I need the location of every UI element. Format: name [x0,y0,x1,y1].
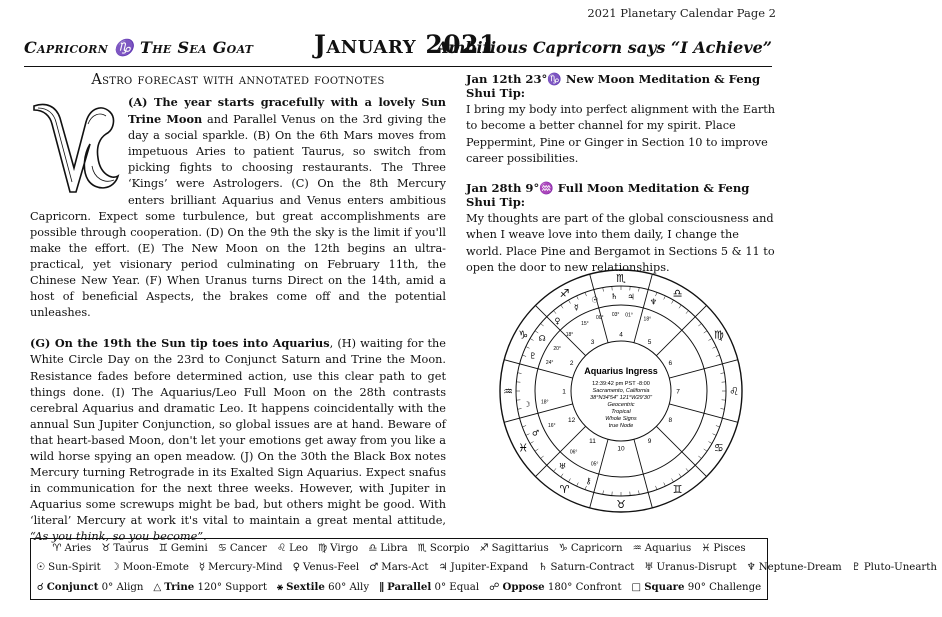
legend-planet-label: Uranus-Disrupt [656,562,737,573]
new-moon-heading: Jan 12th 23°♑ New Moon Meditation & Feng Shui Tip: [466,72,761,100]
legend-planet-mercury-mind [199,562,283,573]
legend-planet-glyph-icon: ♃ [438,562,448,573]
degree-tick [686,311,689,314]
legend-sign-label: Aquarius [644,543,692,554]
full-moon-text: My thoughts are part of the global consciousness and when I weave love into them daily, I change the world. Place Pine and Bergamot in Sections 5 & 11 to open the door to new relationships. [466,212,775,275]
house-cusp-line [634,439,652,508]
legend-aspect-oppose [489,581,621,593]
legend-aspect-label: Sextile [286,581,325,593]
legend-planet-glyph-icon: ♄ [538,562,548,573]
planet-glyph-icon: ♆ [649,297,658,307]
header-motto: Ambitious Capricorn says “I Achieve” [435,38,772,57]
house-cusp-line [590,274,608,343]
legend-planet-mars-act [369,562,428,573]
degree-tick [708,339,711,341]
house-cusp-line [669,404,738,422]
full-moon-heading: Jan 28th 9°♒ Full Moon Meditation & Feng Shui Tip: [466,181,750,210]
legend-planets-row [31,562,937,573]
glyph-legend [30,538,937,600]
house-number: 9 [647,437,652,445]
planet-degree: 03° [611,312,620,319]
degree-tick [720,409,724,410]
legend-planet-label: Venus-Feel [303,562,360,573]
page-label: 2021 Planetary Calendar Page 2 [587,6,776,20]
planet-degree: 18° [565,331,574,338]
degree-tick [686,468,689,471]
legend-aspect-glyph-icon: ⚹ [276,582,284,593]
degree-tick [535,331,538,333]
page-header [24,30,772,64]
legend-planet-venus-feel [293,562,360,573]
house-number: 10 [617,445,625,453]
legend-aspect-label: Square [644,581,685,593]
legend-sign-gemini [159,543,208,554]
degree-tick [585,292,586,296]
degree-tick [656,486,657,490]
planet-degree: 24° [545,360,554,367]
degree-tick [518,409,522,410]
legend-aspect-glyph-icon: ☍ [489,582,500,593]
legend-planet-label: Sun-Spirit [48,562,101,573]
legend-aspect-square [632,581,762,593]
legend-sign-glyph-icon: ♊ [158,543,168,554]
degree-tick [656,292,657,296]
degree-tick [535,449,538,451]
legend-sign-cancer [218,543,267,554]
legend-sign-glyph-icon: ♌ [276,543,287,554]
legend-planet-uranus-disrupt [644,562,736,573]
legend-sign-label: Leo [289,543,309,554]
legend-planet-label: Neptune-Dream [758,562,842,573]
planet-glyph-icon: ♂ [532,428,540,438]
planet-degree: 01° [625,312,633,319]
legend-aspect-glyph-icon: □ [631,582,642,593]
house-cusp-line [669,360,738,378]
legend-planet-label: Saturn-Contract [550,562,635,573]
planet-glyph-icon: ♄ [610,292,618,302]
sign-glyph: ♑ [518,328,529,342]
legend-sign-scorpio [418,543,470,554]
degree-tick [526,434,530,436]
legend-sign-glyph-icon: ♋ [217,543,227,554]
legend-planet-label: Mercury-Mind [208,562,283,573]
house-cusp-line [590,439,608,508]
legend-planet-label: Moon-Emote [122,562,189,573]
legend-aspect-glyph-icon: ∥ [379,582,385,593]
legend-planet-neptune-dream [747,562,842,573]
degree-tick [713,434,717,436]
legend-sign-label: Pisces [713,543,746,554]
header-divider [24,66,772,67]
house-number: 11 [589,437,596,445]
degree-tick [541,324,544,327]
legend-aspect-description: 0° Align [98,582,144,593]
degree-tick [569,478,571,481]
legend-sign-libra [368,543,408,554]
degree-tick [522,426,526,427]
new-moon-text: I bring my body into perfect alignment with the Earth to become a better channel for my spirit. Place Peppermint, Pine or Ginger in Section 10 to improve career possibilities. [466,103,776,165]
forecast-para2-body: , (H) waiting for the White Circle Day on the 23rd to Conjunct Saturn and Trine the Moon. Resistance fades before determined action, use this clear path to get things done. (I) The Aquarius/Leo Full Moon on the 28th contrasts cerebral Aquarius and dramatic Leo. It happens coincidentally with the annual Sun Jupiter Conjunction, so global issues are at hand. Beware of that heart-based Moon, don't let your emotions get away from you like a wild horse spying an open meadow. (J) On the 30th the Black Box notes Mercury turning Retrograde in its Exalted Sign Aquarius. Expect snafus in communication for the next three weeks. However, with Jupiter in Aquarius some screwups might be bad, but others might be good. With ‘literal’ Mercury at work it's vital to maintain a great mental attitude, [30,337,446,528]
legend-planet-sun-spirit [36,562,101,573]
degree-tick [541,456,544,459]
forecast-column [30,72,446,546]
planet-glyph-icon: ♇ [529,351,537,361]
planet-glyph-icon: ☊ [538,333,546,343]
chart-info-line: Whole Signs [605,416,637,422]
forecast-para1-lead: (A) The year starts gracefully with a lovely Sun Trine Moon [128,95,446,127]
legend-planet-glyph-icon: ♇ [851,562,861,573]
sign-glyph: ♎ [672,287,683,301]
degree-tick [708,442,711,444]
legend-aspect-label: Parallel [387,581,432,593]
sign-glyph: ♈ [559,482,570,496]
sign-glyph: ♍ [713,328,724,342]
forecast-para2-lead: (G) On the 19th the Sun tip toes into Aquarius [30,336,330,351]
degree-tick [554,468,557,471]
planet-degree: 18° [643,316,652,323]
degree-tick [518,373,522,374]
header-month-title: January 2021 [314,30,497,59]
chart-info-line: Geocentric [607,402,635,408]
planet-degree: 18° [540,399,549,406]
legend-sign-capricorn [559,543,623,554]
planet-degree: 05° [590,461,599,468]
degree-tick [554,311,557,314]
degree-tick [522,355,526,356]
house-number: 4 [619,331,623,339]
degree-tick [585,486,586,490]
legend-planet-pluto-unearth [852,562,937,573]
house-number: 12 [568,417,576,424]
legend-planet-label: Pluto-Unearth [863,562,937,573]
legend-aspect-description: 180° Confront [544,582,622,593]
legend-planet-glyph-icon: ☿ [198,562,206,573]
sign-glyph: ♏ [616,272,626,285]
degree-tick [561,305,563,308]
legend-planet-glyph-icon: ♆ [746,562,756,573]
degree-tick [664,296,666,300]
planet-glyph-icon: ☿ [573,303,579,313]
legend-sign-glyph-icon: ♒ [632,543,642,554]
legend-planet-jupiter-expand [438,562,528,573]
planet-degree: 16° [548,422,556,429]
legend-sign-glyph-icon: ♐ [479,543,489,554]
planet-glyph-icon: ♃ [627,292,635,302]
house-cusp-line [656,305,706,355]
forecast-para2-end: . [203,530,207,544]
degree-tick [577,483,579,487]
legend-sign-aries [52,543,91,554]
legend-aspect-description: 0° Equal [431,582,480,593]
legend-sign-label: Capricorn [570,543,623,554]
legend-sign-label: Taurus [113,543,149,554]
legend-planet-glyph-icon: ☽ [110,562,120,573]
degree-tick [698,456,701,459]
forecast-para2-quote: “As you think, so you become” [30,530,204,544]
forecast-para1-body: and Parallel Venus on the 3rd giving the day a social sparkle. (B) On the 6th Mars moves from impetuous Aries to patient Taurus, so switch from picking fights to choosing restaurants. The Three ‘Kings’ were Astrologers. (C) On the 8th Mercury enters brilliant Aquarius and Venus enters ambitious Capricorn. Expect some turbulence, but great accomplishments are possible through cooperation. (D) On the 9th the sky is the limit if you'll make the effort. (E) The New Moon on the 12th begins an ultra-practical, yet visionary period culminating on February 11th, the Chinese New Year. (F) When Uranus turns Direct on the 14th, amid a host of beneficial Aspects, the brakes come off and the potential unleashes. [30,113,447,320]
degree-tick [526,347,530,349]
legend-aspect-glyph-icon: ☌ [36,582,44,593]
legend-aspect-label: Conjunct [46,581,99,593]
legend-planet-glyph-icon: ♂ [369,562,379,573]
legend-sign-glyph-icon: ♈ [52,543,62,554]
sign-glyph: ♓ [518,441,529,455]
sign-glyph: ♋ [713,441,724,455]
legend-sign-glyph-icon: ♍ [318,543,328,554]
planet-degree: 00° [595,314,604,321]
planet-glyph-icon: ♀ [554,316,561,326]
degree-tick [716,426,720,427]
legend-sign-glyph-icon: ♏ [417,543,427,554]
degree-tick [713,347,717,349]
degree-tick [679,305,681,308]
legend-sign-sagittarius [480,543,549,554]
chart-info-line: Tropical [611,409,631,415]
legend-sign-pisces [701,543,745,554]
forecast-paragraph-1 [30,94,446,321]
aquarius-ingress-chart [496,266,746,516]
legend-sign-glyph-icon: ♑ [558,543,568,554]
sign-glyph: ♐ [559,287,570,301]
planet-glyph-icon: ☉ [591,295,599,305]
legend-planet-label: Jupiter-Expand [450,562,529,573]
forecast-subtitle: Astro forecast with annotated footnotes [91,72,385,88]
header-sign-title: Capricorn ♑ The Sea Goat [24,38,254,57]
legend-aspect-description: 60° Ally [324,582,370,593]
legend-sign-label: Scorpio [429,543,470,554]
degree-tick [561,474,563,477]
degree-tick [569,300,571,303]
legend-planet-saturn-contract [538,562,634,573]
planet-degree: 20° [553,345,561,352]
legend-sign-virgo [318,543,358,554]
house-cusp-line [656,426,706,476]
house-number: 7 [676,388,680,396]
planet-glyph-icon: ♅ [558,461,567,471]
degree-tick [704,449,707,451]
legend-signs-row [31,543,767,554]
degree-tick [704,331,707,333]
degree-tick [603,288,604,292]
house-cusp-line [504,360,573,378]
legend-planet-moon-emote [111,562,189,573]
legend-aspect-description: 90° Challenge [684,582,762,593]
planet-glyph-icon: ☽ [523,400,531,410]
house-number: 2 [569,360,574,367]
legend-sign-label: Cancer [229,543,267,554]
natal-wheel [496,266,746,516]
chart-info-line: true Node [608,423,634,429]
legend-sign-taurus [101,543,148,554]
house-number: 1 [562,388,566,396]
legend-aspect-sextile [277,581,369,594]
legend-sign-glyph-icon: ♉ [101,543,111,554]
legend-sign-label: Aries [64,543,92,554]
degree-tick [530,442,533,444]
degree-tick [577,296,579,300]
legend-planet-glyph-icon: ♅ [644,562,654,573]
degree-tick [639,288,640,292]
degree-tick [603,490,604,494]
degree-tick [698,324,701,327]
legend-planet-glyph-icon: ♀ [292,562,301,573]
legend-aspect-description: 120° Support [194,582,267,593]
forecast-paragraph-2 [30,335,446,545]
house-cusp-line [504,404,573,422]
legend-aspect-label: Oppose [502,581,545,593]
chart-info-line: Sacramento, California [592,388,650,394]
legend-sign-glyph-icon: ♎ [368,543,378,554]
house-number: 5 [647,339,652,347]
chart-info-line: 38°N34'54" 121°W29'30" [590,395,652,401]
legend-sign-glyph-icon: ♓ [701,543,711,554]
legend-sign-label: Libra [380,543,408,554]
degree-tick [639,490,640,494]
degree-tick [720,373,724,374]
degree-tick [664,483,666,487]
degree-tick [530,339,533,341]
legend-sign-leo [277,543,308,554]
house-cusp-line [634,274,652,343]
chart-title: Aquarius Ingress [584,366,658,376]
legend-sign-label: Virgo [330,543,359,554]
capricorn-drop-glyph-icon [30,96,122,198]
sign-glyph: ♌ [729,385,739,398]
degree-tick [716,355,720,356]
meditation-column [466,72,776,290]
house-number: 6 [668,360,673,367]
sign-glyph: ♒ [503,385,513,398]
legend-planet-label: Mars-Act [381,562,429,573]
legend-aspect-parallel [379,581,479,593]
chart-info-line: 12:39:42 pm PST -8:00 [592,381,650,387]
degree-tick [672,300,674,303]
house-number: 8 [668,417,673,424]
planet-glyph-icon: ⚷ [585,476,592,486]
legend-aspects-row [31,581,767,594]
degree-tick [679,474,681,477]
planet-degree: 06° [569,449,578,456]
legend-planet-glyph-icon: ☉ [36,562,46,573]
sign-glyph: ♉ [616,498,626,511]
house-number: 3 [590,339,595,347]
legend-sign-label: Sagittarius [491,543,549,554]
legend-aspect-trine [153,581,267,593]
legend-aspect-glyph-icon: △ [153,582,162,593]
legend-aspect-label: Trine [164,581,195,593]
legend-sign-aquarius [633,543,692,554]
legend-aspect-conjunct [37,581,144,593]
degree-tick [672,478,674,481]
sign-glyph: ♊ [672,482,683,496]
legend-sign-label: Gemini [170,543,208,554]
planet-degree: 15° [581,321,589,328]
